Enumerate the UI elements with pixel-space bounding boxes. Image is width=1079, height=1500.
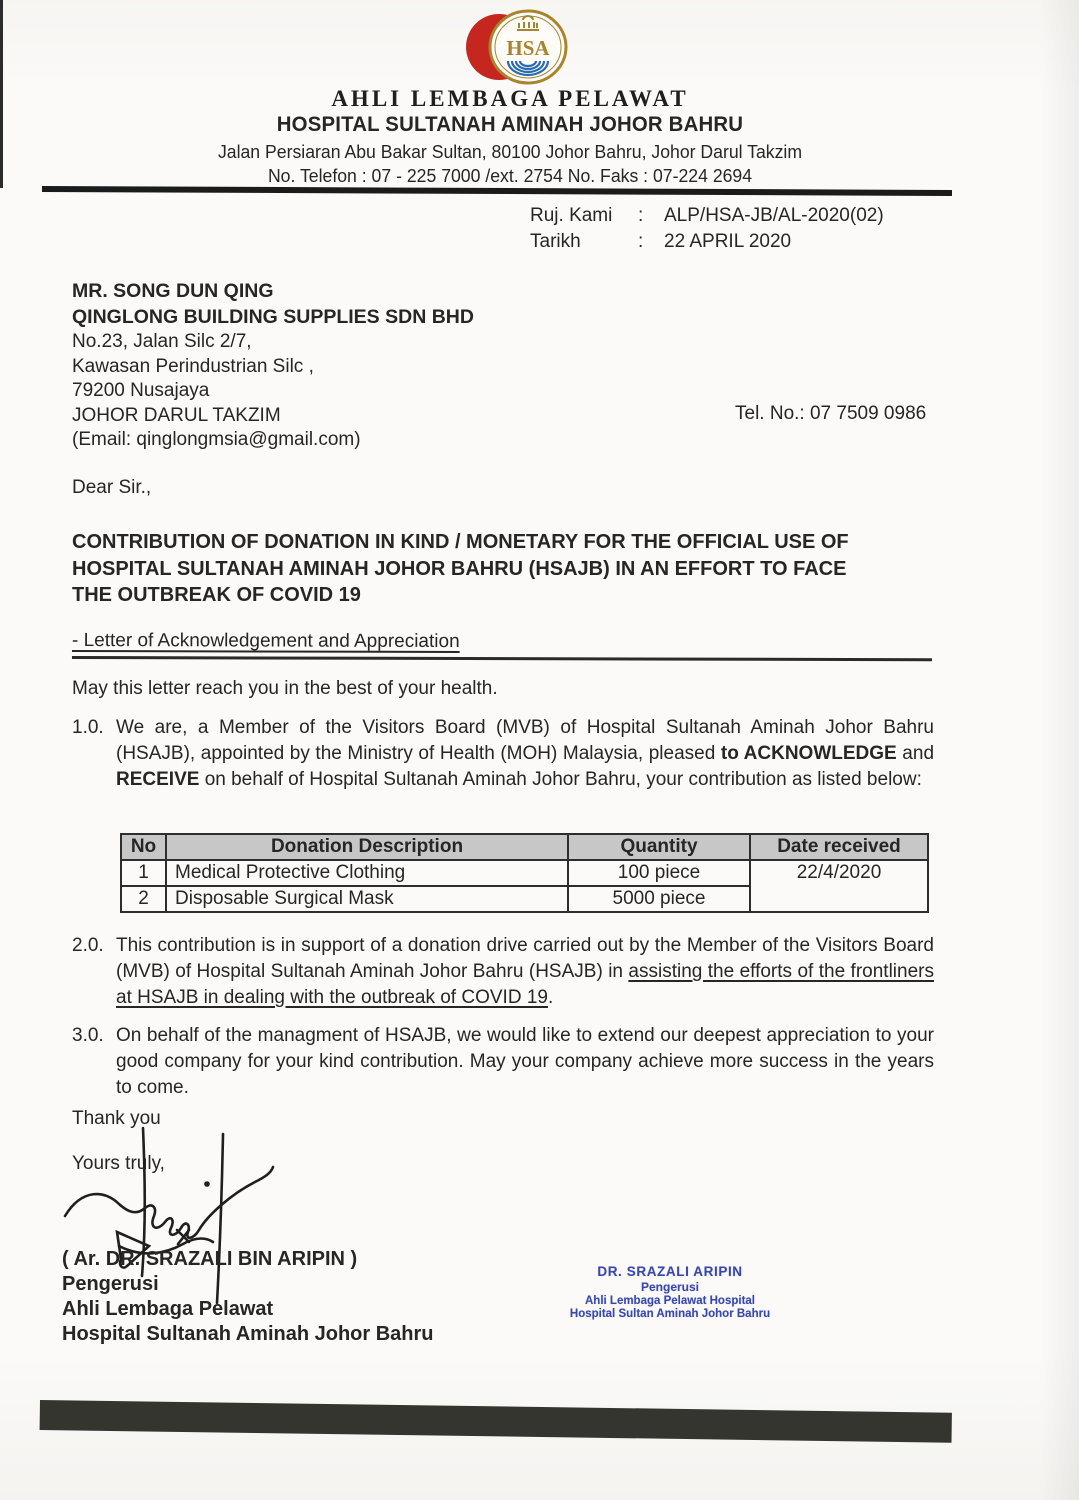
paragraph-text: On behalf of the managment of HSAJB, we would like to extend our deepest appreciation to your good company for your kind contribution. May your company achieve more success in the years to come. — [116, 1025, 934, 1098]
signer-org-line: Ahli Lembaga Pelawat — [62, 1298, 274, 1320]
salutation: Dear Sir., — [72, 477, 152, 498]
table-header-row — [121, 834, 928, 860]
recipient-block — [72, 278, 474, 453]
recipient-company: QINGLONG BUILDING SUPPLIES SDN BHD — [72, 306, 474, 328]
stamp-line: Ahli Lembaga Pelawat Hospital — [585, 1295, 755, 1307]
letterhead — [60, 86, 960, 187]
hospital-name: HOSPITAL SULTANAH AMINAH JOHOR BAHRU — [276, 113, 744, 136]
paragraph-number: 1.0. — [72, 717, 104, 738]
cell-quantity: 100 piece — [568, 860, 750, 886]
cell-no: 2 — [121, 886, 166, 912]
stamp-line: DR. SRAZALI ARIPIN — [597, 1264, 743, 1279]
recipient-address-line: No.23, Jalan Silc 2/7, — [72, 331, 252, 352]
recipient-address-line: 79200 Nusajaya — [72, 380, 210, 401]
letterhead-address: Jalan Persiaran Abu Bakar Sultan, 80100 Johor Bahru, Johor Darul Takzim — [217, 142, 803, 162]
recipient-address-line: JOHOR DARUL TAKZIM — [72, 404, 281, 426]
subject-line: CONTRIBUTION OF DONATION IN KIND / MONETARY FOR THE OFFICIAL USE OF — [72, 531, 849, 553]
signer-name: ( Ar. DR. SRAZALI BIN ARIPIN ) — [62, 1248, 358, 1270]
date-value: 22 APRIL 2020 — [664, 231, 792, 252]
recipient-address-line: Kawasan Perindustrian Silc , — [72, 355, 314, 377]
cell-description: Medical Protective Clothing — [166, 860, 568, 886]
cell-date-received: 22/4/2020 — [750, 860, 928, 912]
table-row — [121, 860, 928, 886]
thank-you-line: Thank you — [72, 1108, 161, 1129]
intro-line: May this letter reach you in the best of your health. — [72, 678, 498, 699]
paragraph-segment: . — [547, 987, 554, 1008]
stamp-line: Hospital Sultan Aminah Johor Bahru — [569, 1308, 771, 1320]
paragraph-number: 2.0. — [72, 935, 104, 956]
scan-shade-right — [1039, 0, 1079, 1500]
subtitle: - Letter of Acknowledgement and Appreciation — [71, 630, 460, 653]
table-header-no: No — [121, 834, 166, 860]
recipient-telephone: Tel. No.: 07 7509 0986 — [735, 403, 927, 424]
paragraph-segment: We are, a Member of the Visitors Board (MVB) of Hospital Sultanah Aminah Johor Bahru (HSAJB), appointed by the Ministry of Health (MOH) Malaysia, pleased — [116, 717, 934, 764]
subject-heading — [72, 529, 952, 609]
ref-colon: : — [638, 205, 644, 226]
reference-block — [530, 203, 884, 255]
paragraph-bold-segment: to ACKNOWLEDGE — [720, 743, 897, 764]
signer-org-line: Hospital Sultanah Aminah Johor Bahru — [62, 1323, 434, 1345]
date-colon: : — [638, 231, 644, 252]
logo-text: HSA — [506, 36, 550, 60]
ref-label: Ruj. Kami — [530, 205, 613, 226]
date-label: Tarikh — [530, 231, 581, 252]
header-rule — [42, 186, 952, 196]
paragraph-segment: on behalf of Hospital Sultanah Aminah Johor Bahru, your contribution as listed below: — [199, 769, 922, 790]
recipient-name: MR. SONG DUN QING — [72, 280, 274, 302]
paragraph-text — [116, 715, 934, 793]
paragraph-bold-segment: RECEIVE — [116, 769, 200, 790]
recipient-address-line: (Email: qinglongmsia@gmail.com) — [72, 429, 361, 450]
sign-off-line: Yours truly, — [72, 1153, 165, 1174]
paragraph-1-0 — [72, 715, 934, 793]
table-header-date-received: Date received — [750, 834, 928, 860]
subject-line: HOSPITAL SULTANAH AMINAH JOHOR BAHRU (HSAJB) IN AN EFFORT TO FACE — [72, 557, 847, 580]
signer-block — [62, 1247, 434, 1347]
letterhead-phone: No. Telefon : 07 - 225 7000 /ext. 2754 No. Faks : 07-224 2694 — [267, 166, 753, 186]
table-header-description: Donation Description — [166, 834, 568, 860]
paragraph-2-0 — [72, 933, 934, 1011]
subtitle-underline-rule — [72, 630, 932, 661]
cell-quantity: 5000 piece — [568, 886, 750, 912]
paragraph-segment: This contribution is in support of a donation drive carried out by the Member of the Visitors Board (MVB) of Hospital Sultanah Aminah Johor Bahru (HSAJB) in — [116, 935, 934, 982]
table-header-quantity: Quantity — [568, 834, 750, 860]
org-name: AHLI LEMBAGA PELAWAT — [331, 86, 689, 111]
cell-description: Disposable Surgical Mask — [166, 886, 568, 912]
subject-line: THE OUTBREAK OF COVID 19 — [72, 584, 361, 606]
ref-value: ALP/HSA-JB/AL-2020(02) — [664, 205, 884, 226]
official-stamp — [535, 1264, 805, 1320]
paragraph-text — [116, 933, 934, 1011]
stamp-line: Pengerusi — [640, 1280, 700, 1294]
hsa-hospital-logo-icon — [455, 5, 575, 91]
donation-table — [120, 833, 929, 913]
scan-edge-artifact — [0, 0, 3, 188]
paragraph-segment: and — [896, 743, 935, 764]
signer-title: Pengerusi — [62, 1273, 159, 1295]
paragraph-3-0 — [72, 1023, 934, 1101]
footer-bar — [40, 1400, 952, 1443]
cell-no: 1 — [121, 860, 166, 886]
paragraph-underlined-segment: assisting the efforts of the frontliners at HSAJB in dealing with the outbreak of COVID 19 — [116, 961, 934, 1008]
paragraph-number: 3.0. — [72, 1025, 104, 1046]
